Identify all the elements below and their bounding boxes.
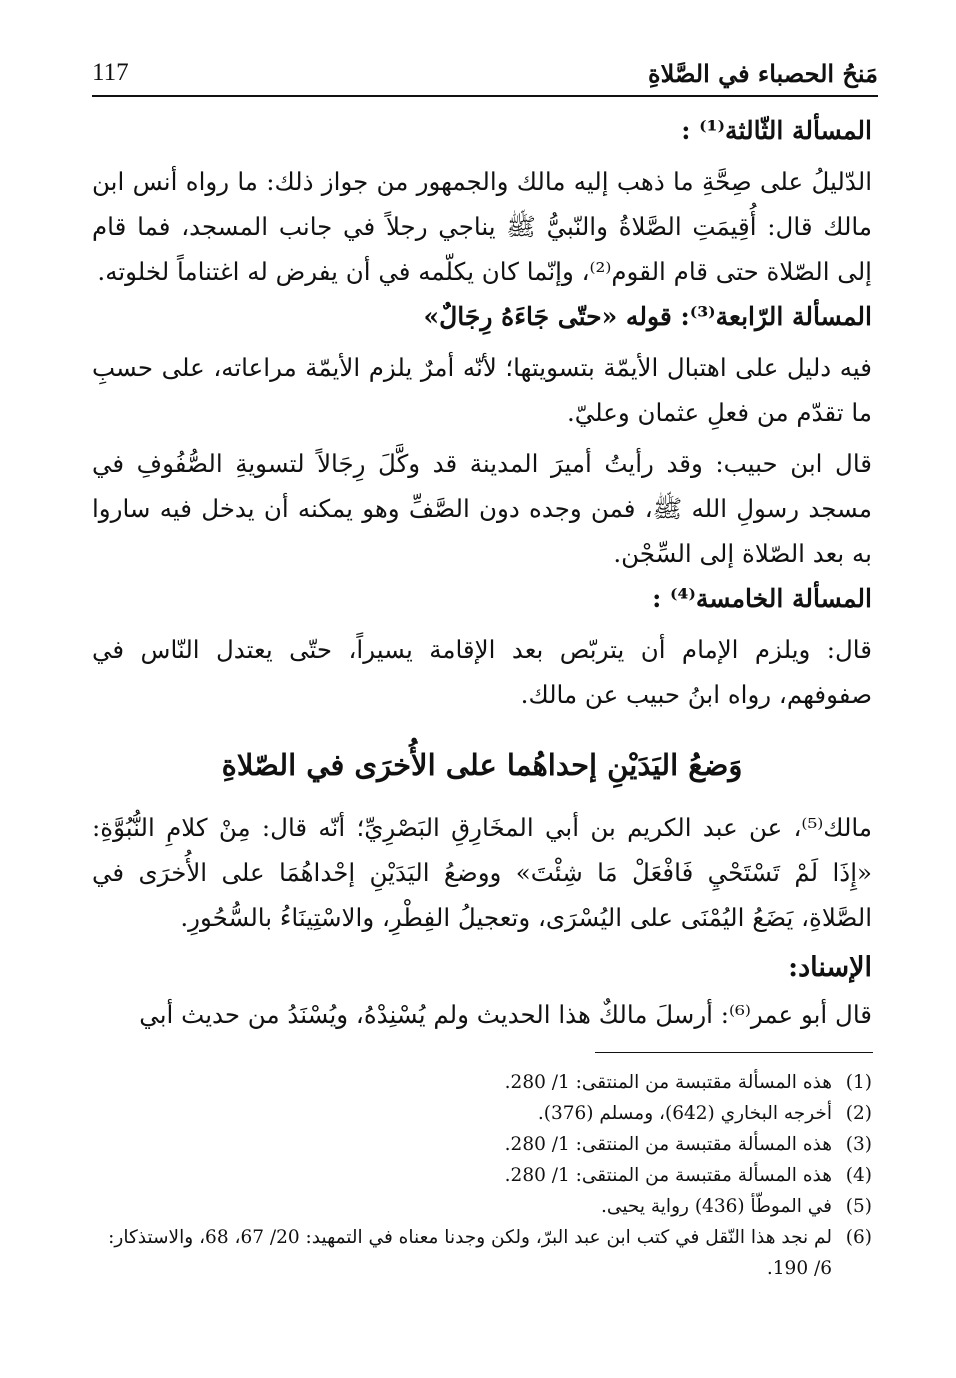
- issue-four-heading: المسألة الرّابعة⁽³⁾: قوله «حتّى جَاءَهُ رِجَالٌ»: [423, 302, 872, 331]
- footnote-text: في الموطّأ (436) رواية يحيى.: [601, 1196, 832, 1217]
- issue-three-text: الدّليلُ على صِحَّةِ ما ذهب إليه مالك والجمهور من جواز ذلك: ما رواه أنس ابن مالك قال: أُقِيمَتِ الصَّلاةُ والنّبيُّ ﷺ يناجي رجلاً في جانب المسجد، فما قام إلى الصّلاة حتى قام القوم⁽²⁾، وإنّما كان يكلّمه في أن يفرض له اغتناماً لخلوته.: [92, 167, 872, 286]
- isnad-text: قال أبو عمر⁽⁶⁾: أرسلَ مالكٌ هذا الحديث ولم يُسْنِدْهُ، ويُسْنَدُ من حديث أبي: [139, 1000, 872, 1029]
- hadith-paragraph: مالك⁽⁵⁾، عن عبد الكريم بن أبي المخَارِقِ البَصْرِيِّ؛ أنّه قال: مِنْ كلامِ النُّبُوَّةِ: «إِذَا لَمْ تَسْتَحْيِ فَافْعَلْ مَا شِئْتَ» ووضعُ اليَدَيْنِ إحْداهُمَا على الأُخرَى في الصَّلاةِ، يَضَعُ اليُمْنَى على اليُسْرَى، وتعجيلُ الفِطْرِ، والاسْتِينَاءُ بالسُّحُورِ.: [92, 813, 872, 932]
- issue-three-heading: المسألة الثّالثة⁽¹⁾ :: [681, 116, 872, 145]
- footnote-text: هذه المسألة مقتبسة من المنتقى: 1/ 280.: [504, 1072, 832, 1093]
- page-header: [92, 55, 878, 95]
- footnote-number: (2): [845, 1103, 872, 1124]
- footnote: [92, 1160, 872, 1191]
- issue-four-text: فيه دليل على اهتبال الأيمّة بتسويتها؛ لأنّه أمرٌ يلزم الأيمّة مراعاته، على حسبِ ما تقدّم من فعلِ عثمان وعليّ.: [92, 353, 872, 427]
- running-title: مَنحُ الحصباء في الصَّلاةِ: [648, 59, 878, 88]
- footnote-text: أخرجه البخاري (642)، ومسلم (376).: [537, 1103, 832, 1124]
- footnote: [92, 1098, 872, 1129]
- footnote: [92, 1129, 872, 1160]
- footnote: [92, 1067, 872, 1098]
- footnote-number: (3): [845, 1134, 872, 1155]
- issue-five-heading: المسألة الخامسة⁽⁴⁾ :: [652, 584, 872, 613]
- footnote-continuation: 6/ 190.: [766, 1258, 832, 1279]
- section-title: وَضعُ اليَدَيْنِ إحداهُما على الأُخرَى في الصّلاةِ: [221, 748, 743, 782]
- footnotes: [92, 1067, 872, 1284]
- issue-five-text: قال: ويلزم الإمام أن يتربّص بعد الإقامة يسيراً، حتّى يعتدل النّاس في صفوفهم، رواه ابنُ حبيب عن مالك.: [92, 635, 872, 709]
- page-number: 117: [92, 59, 129, 86]
- main-text: [92, 108, 872, 1037]
- footnote-text: هذه المسألة مقتبسة من المنتقى: 1/ 280.: [504, 1134, 832, 1155]
- footnote-text: لم نجد هذا النّقل في كتب ابن عبد البرّ، ولكن وجدنا معناه في التمهيد: 20/ 67، 68، والاستذكار:: [108, 1227, 832, 1248]
- footnote-number: (1): [845, 1072, 872, 1093]
- footnote-number: (6): [845, 1227, 872, 1248]
- footnote-separator: [595, 1052, 873, 1053]
- ibn-habib-paragraph: قال ابن حبيب: وقد رأيتُ أميرَ المدينة قد وكَّلَ رِجَالاً لتسويةِ الصُّفُوفِ في مسجد رسولِ الله ﷺ، فمن وجده دون الصَّفِّ وهو يمكنه أن يدخل فيه ساروا به بعد الصّلاة إلى السِّجْن.: [92, 449, 872, 568]
- footnote-number: (4): [845, 1165, 872, 1186]
- footnote-number: (5): [845, 1196, 872, 1217]
- footnote: [92, 1191, 872, 1222]
- footnote: [92, 1222, 872, 1284]
- header-rule: [92, 95, 878, 97]
- footnote-text: هذه المسألة مقتبسة من المنتقى: 1/ 280.: [504, 1165, 832, 1186]
- isnad-heading: الإسناد:: [788, 952, 872, 983]
